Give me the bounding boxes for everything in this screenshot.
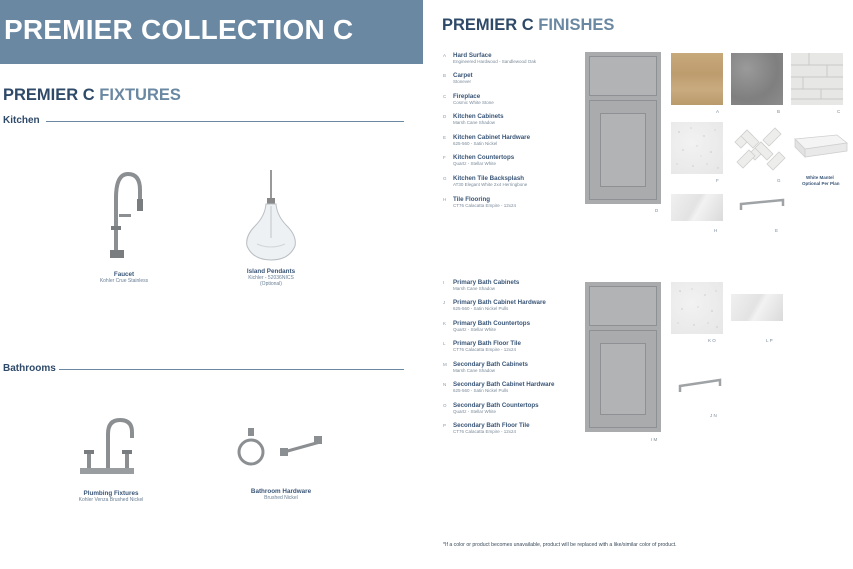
pendant-note: (Optional) bbox=[260, 281, 282, 287]
finish-name: Kitchen Cabinets bbox=[453, 113, 504, 120]
finishes-heading-lead: PREMIER C bbox=[442, 16, 534, 34]
kitchen-divider bbox=[46, 121, 404, 122]
faucet-caption bbox=[84, 271, 164, 284]
kitchen-cabinet-swatch bbox=[585, 52, 661, 204]
footnote: *If a color or product becomes unavailable, product will be replaced with a like/similar color of product. bbox=[443, 542, 677, 548]
finish-letter: E bbox=[443, 135, 447, 140]
mantel-label-line1: White Mantel bbox=[806, 175, 834, 180]
finish-letter: B bbox=[443, 73, 447, 78]
faucet-spec: Kohler Crue Stainless bbox=[99, 278, 149, 284]
bath-quartz-swatch bbox=[671, 282, 723, 334]
finish-letter: P bbox=[443, 423, 447, 428]
finish-spec: CT76 Calacatta Empire - 12x24 bbox=[453, 347, 517, 352]
stone-swatch bbox=[791, 53, 843, 105]
finish-letter: N bbox=[443, 382, 447, 387]
finish-name: Hard Surface bbox=[453, 52, 492, 59]
finish-letter: F bbox=[443, 155, 446, 160]
bathroom-hardware-caption bbox=[236, 488, 326, 501]
quartz-swatch bbox=[671, 122, 723, 174]
finish-letter: J bbox=[443, 300, 446, 305]
finish-spec: 625-560 - Satin Nickel bbox=[453, 141, 498, 146]
finish-letter: G bbox=[443, 176, 447, 181]
finish-letter: I bbox=[443, 280, 445, 285]
bathroom-hardware-name: Bathroom Hardware bbox=[250, 488, 312, 495]
finish-spec: Quartz - Stellar White bbox=[453, 409, 497, 414]
swatch-label-l-p: L P bbox=[766, 338, 773, 343]
mantel-swatch bbox=[793, 133, 848, 159]
finish-spec: CT76 Calacatta Empire - 12x24 bbox=[453, 203, 517, 208]
finish-letter: C bbox=[443, 94, 447, 99]
bath-pull-swatch bbox=[676, 376, 724, 396]
finish-letter: A bbox=[443, 53, 447, 58]
bathrooms-section-label: Bathrooms bbox=[3, 363, 56, 374]
finish-spec: Cosmic White Stone bbox=[453, 100, 494, 105]
bath-cabinet-swatch bbox=[585, 282, 661, 432]
swatch-label-c: C bbox=[837, 109, 841, 114]
finish-name: Primary Bath Cabinet Hardware bbox=[453, 299, 546, 306]
finish-spec: Marsh Cane Shadow bbox=[453, 368, 496, 373]
finish-name: Tile Flooring bbox=[453, 196, 491, 203]
pendant-spec: Kichler - 52036NICS bbox=[248, 275, 294, 281]
carpet-swatch bbox=[731, 53, 783, 105]
finish-name: Secondary Bath Floor Tile bbox=[453, 422, 530, 429]
swatch-label-a: A bbox=[716, 109, 720, 114]
oak-swatch bbox=[671, 53, 723, 105]
finish-name: Kitchen Countertops bbox=[453, 154, 515, 161]
faucet-name: Faucet bbox=[113, 271, 135, 278]
finish-spec: Quartz - Stellar White bbox=[453, 327, 497, 332]
swatch-label-b: B bbox=[777, 109, 781, 114]
finish-name: Primary Bath Countertops bbox=[453, 320, 531, 327]
kitchen-section-label: Kitchen bbox=[3, 115, 40, 126]
swatch-label-j-n: J N bbox=[710, 413, 717, 418]
finish-name: Kitchen Cabinet Hardware bbox=[453, 134, 531, 141]
finish-spec: 625-560 - Satin Nickel Pulls bbox=[453, 306, 509, 311]
mantel-label-line2: Optional Per Plan bbox=[802, 181, 840, 186]
finish-letter: D bbox=[443, 114, 447, 119]
finish-name: Secondary Bath Cabinet Hardware bbox=[453, 381, 555, 388]
title-banner bbox=[0, 0, 423, 64]
tile-flooring-swatch bbox=[671, 194, 723, 221]
swatch-label-h: H bbox=[714, 228, 718, 233]
finish-name: Carpet bbox=[453, 72, 473, 79]
swatch-label-i-m: I M bbox=[651, 437, 658, 442]
finish-spec: AT30 Elegant White 2x4 Herringbone bbox=[453, 182, 528, 187]
plumbing-fixture-image bbox=[78, 416, 136, 478]
fixtures-heading-lead: PREMIER C bbox=[3, 86, 95, 104]
bathrooms-divider bbox=[59, 369, 404, 370]
swatch-label-k-o: K O bbox=[708, 338, 716, 343]
collection-title: PREMIER COLLECTION C bbox=[4, 14, 354, 45]
finish-name: Fireplace bbox=[453, 93, 481, 100]
finish-spec: CT76 Calacatta Empire - 12x24 bbox=[453, 429, 517, 434]
finish-spec: Stonever bbox=[453, 79, 472, 84]
finish-spec: Marsh Cane Shadow bbox=[453, 120, 496, 125]
swatch-label-f: F bbox=[716, 178, 719, 183]
finish-letter: K bbox=[443, 321, 447, 326]
fixtures-heading bbox=[3, 86, 181, 105]
bathroom-hardware-image bbox=[236, 426, 326, 472]
faucet-image bbox=[102, 166, 146, 262]
finish-letter: O bbox=[443, 403, 447, 408]
pendant-caption bbox=[226, 268, 316, 287]
plumbing-name: Plumbing Fixtures bbox=[83, 490, 139, 497]
pendant-image bbox=[243, 170, 299, 262]
finish-letter: L bbox=[443, 341, 446, 346]
plumbing-caption bbox=[66, 490, 156, 503]
pendant-name: Island Pendants bbox=[246, 268, 296, 275]
finish-name: Secondary Bath Cabinets bbox=[453, 361, 528, 368]
herringbone-swatch bbox=[731, 122, 787, 174]
finish-letter: H bbox=[443, 197, 447, 202]
bathroom-hardware-spec: Brushed Nickel bbox=[264, 495, 298, 501]
finish-spec: Quartz - Stellar White bbox=[453, 161, 497, 166]
fixtures-heading-accent: FIXTURES bbox=[99, 86, 181, 104]
finishes-heading bbox=[442, 16, 614, 35]
finish-name: Kitchen Tile Backsplash bbox=[453, 175, 525, 182]
plumbing-spec: Kohler Venza Brushed Nickel bbox=[78, 497, 144, 503]
cabinet-pull-swatch bbox=[737, 196, 787, 214]
swatch-label-e: E bbox=[775, 228, 779, 233]
finish-spec: Engineered Hardwood - Sandlewood Oak bbox=[453, 59, 537, 64]
bath-floor-tile-swatch bbox=[731, 294, 783, 321]
finishes-heading-accent: FINISHES bbox=[538, 16, 615, 34]
finish-spec: Marsh Cane Shadow bbox=[453, 286, 496, 291]
swatch-label-d: D bbox=[655, 208, 659, 213]
finish-name: Secondary Bath Countertops bbox=[453, 402, 539, 409]
finish-name: Primary Bath Floor Tile bbox=[453, 340, 521, 347]
finish-letter: M bbox=[443, 362, 447, 367]
finish-spec: 625-560 - Satin Nickel Pulls bbox=[453, 388, 509, 393]
swatch-label-g: G bbox=[777, 178, 781, 183]
finish-name: Primary Bath Cabinets bbox=[453, 279, 520, 286]
